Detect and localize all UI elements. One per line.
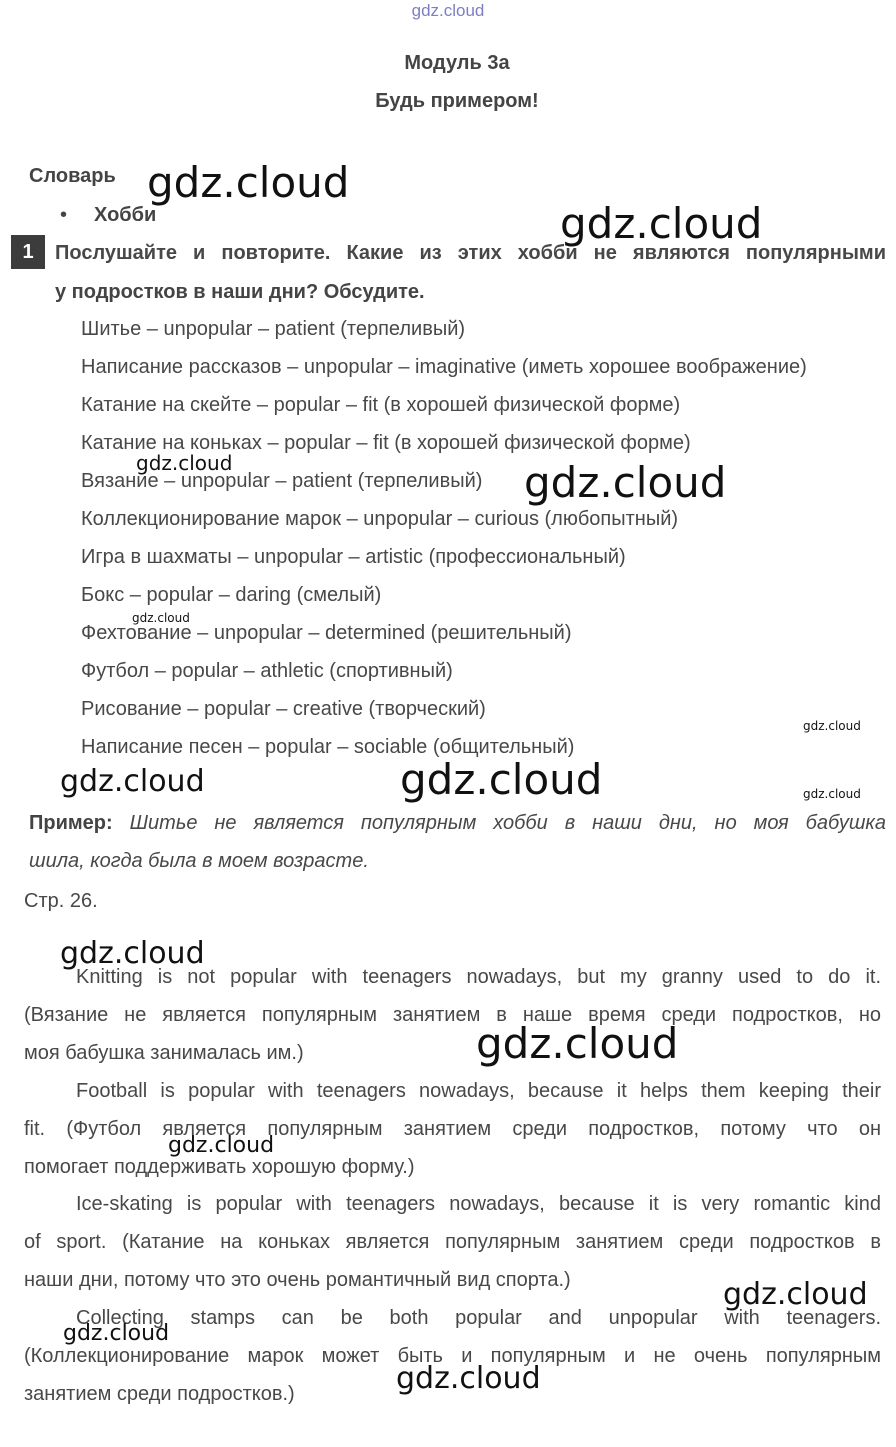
answer-line: of sport. (Катание на коньках является популярным занятием среди подростков в <box>24 1231 881 1253</box>
answer-line: помогает поддерживать хорошую форму.) <box>24 1156 415 1178</box>
example-text-line1: Шитье не является популярным хобби в наши дни, но моя бабушка <box>129 812 886 834</box>
vocab-label: Словарь <box>29 165 116 187</box>
hobby-item: Футбол – popular – athletic (спортивный) <box>81 660 453 682</box>
answer-line: Knitting is not popular with teenagers nowadays, but my granny used to do it. <box>76 966 881 988</box>
bullet-icon: • <box>60 204 68 226</box>
watermark: gdz.cloud <box>132 611 190 625</box>
watermark: gdz.cloud <box>136 451 233 475</box>
module-heading: Модуль 3а <box>404 52 510 74</box>
watermark-top: gdz.cloud <box>411 1 485 20</box>
watermark: gdz.cloud <box>560 199 763 248</box>
hobby-item: Коллекционирование марок – unpopular – curious (любопытный) <box>81 508 679 530</box>
hobby-item: Фехтование – unpopular – determined (решительный) <box>81 622 572 644</box>
vocab-bullet-item: Хобби <box>94 204 157 226</box>
watermark: gdz.cloud <box>524 458 727 507</box>
hobby-item: Игра в шахматы – unpopular – artistic (профессиональный) <box>81 546 626 568</box>
hobby-item: Рисование – popular – creative (творческий) <box>81 698 486 720</box>
hobby-item: Написание песен – popular – sociable (общительный) <box>81 736 575 758</box>
hobby-item: Вязание – unpopular – patient (терпеливый) <box>81 470 483 492</box>
watermark: gdz.cloud <box>60 764 205 799</box>
watermark: gdz.cloud <box>60 936 205 971</box>
page-reference: Стр. 26. <box>24 890 98 912</box>
watermark: gdz.cloud <box>723 1277 868 1312</box>
answer-line: Collecting stamps can be both popular and unpopular with teenagers. <box>76 1307 881 1329</box>
example-line1 <box>29 812 886 835</box>
example-text-line2: шила, когда была в моем возрасте. <box>29 850 369 872</box>
watermark: gdz.cloud <box>396 1361 541 1396</box>
hobby-item: Бокс – popular – daring (смелый) <box>81 584 382 606</box>
answer-line: занятием среди подростков.) <box>24 1383 295 1405</box>
answer-line: (Коллекционирование марок может быть и популярным и не очень популярным <box>24 1345 881 1367</box>
hobby-item: Шитье – unpopular – patient (терпеливый) <box>81 318 466 340</box>
hobby-item: Написание рассказов – unpopular – imaginative (иметь хорошее воображение) <box>81 356 807 378</box>
watermark: gdz.cloud <box>803 719 861 733</box>
exercise-instruction-line1: Послушайте и повторите. Какие из этих хобби не являются популярными <box>55 242 886 264</box>
answer-line: (Вязание не является популярным занятием в наше время среди подростков, но <box>24 1004 881 1026</box>
answer-line: Football is popular with teenagers nowadays, because it helps them keeping their <box>76 1080 881 1102</box>
answer-line: fit. (Футбол является популярным занятием среди подростков, потому что он <box>24 1118 881 1140</box>
exercise-instruction-line2: у подростков в наши дни? Обсудите. <box>55 281 425 303</box>
watermark: gdz.cloud <box>63 1321 170 1346</box>
hobby-item: Катание на скейте – popular – fit (в хорошей физической форме) <box>81 394 681 416</box>
answer-line: наши дни, потому что это очень романтичный вид спорта.) <box>24 1269 571 1291</box>
watermark: gdz.cloud <box>476 1019 679 1068</box>
watermark: gdz.cloud <box>147 158 350 207</box>
page-title: Будь примером! <box>375 90 539 112</box>
hobby-item: Катание на коньках – popular – fit (в хорошей физической форме) <box>81 432 691 454</box>
answer-line: моя бабушка занималась им.) <box>24 1042 304 1064</box>
watermark: gdz.cloud <box>400 755 603 804</box>
example-label: Пример: <box>29 812 113 834</box>
watermark: gdz.cloud <box>168 1133 275 1158</box>
watermark: gdz.cloud <box>803 787 861 801</box>
answer-line: Ice-skating is popular with teenagers nowadays, because it is very romantic kind <box>76 1193 881 1215</box>
exercise-number: 1 <box>11 235 45 269</box>
